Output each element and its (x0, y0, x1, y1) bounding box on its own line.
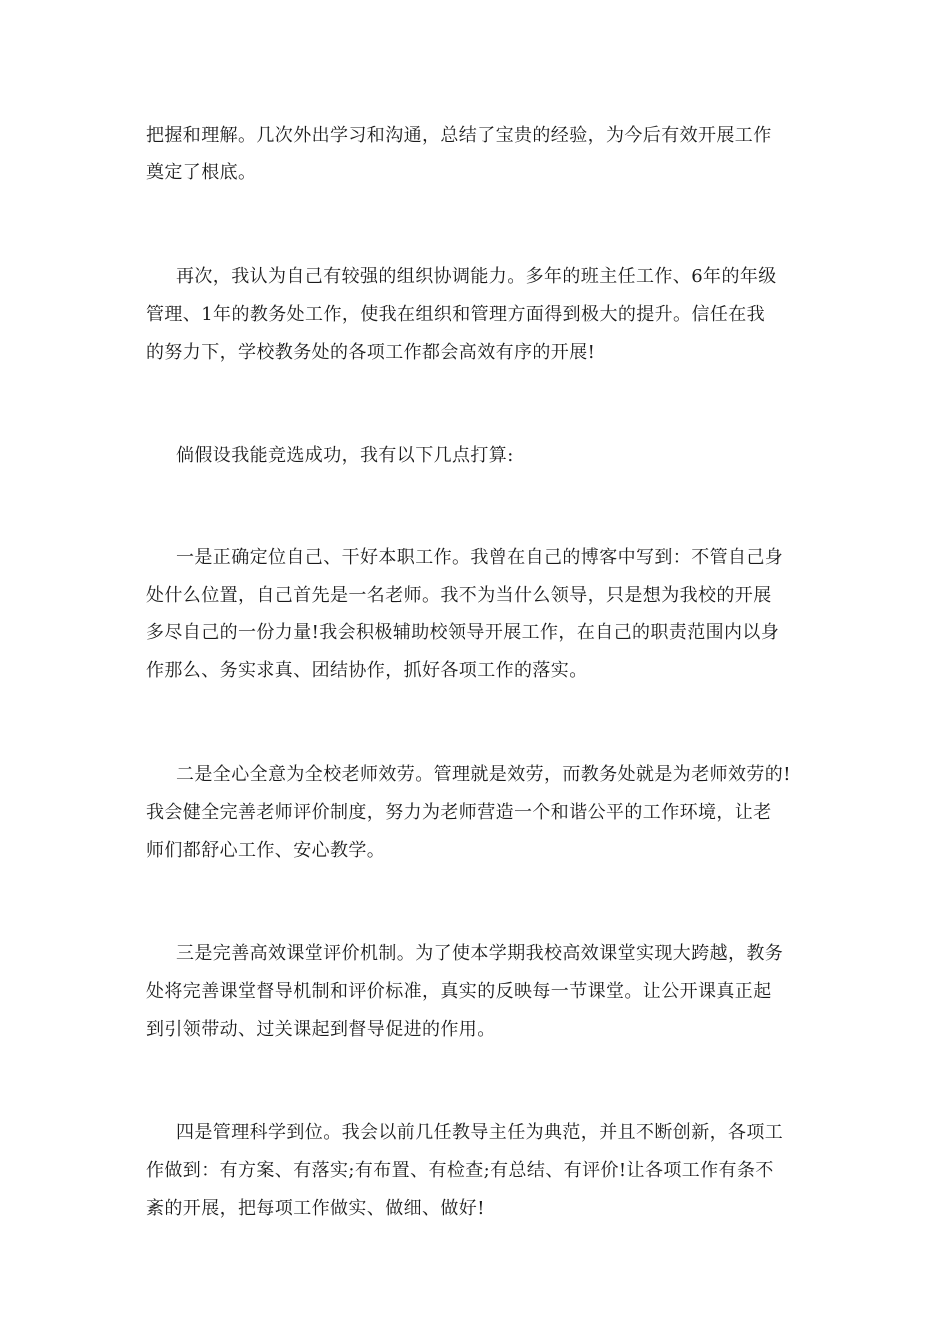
text-line: 奠定了根底。 (146, 162, 257, 183)
text-line: 多尽自己的一份力量!我会积极辅助校领导开展工作，在自己的职责范围内以身 (146, 622, 780, 643)
text-line: 我会健全完善老师评价制度，努力为老师营造一个和谐公平的工作环境，让老 (146, 802, 772, 823)
text-line: 作做到：有方案、有落实;有布置、有检查;有总结、有评价!让各项工作有条不 (146, 1160, 774, 1181)
text-line: 再次，我认为自己有较强的组织协调能力。多年的班主任工作、6年的年级 (176, 266, 777, 287)
text-line: 二是全心全意为全校老师效劳。管理就是效劳，而教务处就是为老师效劳的! (176, 764, 791, 785)
text-line: 的努力下，学校教务处的各项工作都会高效有序的开展! (146, 342, 596, 363)
text-line: 到引领带动、过关课起到督导促进的作用。 (146, 1019, 496, 1040)
text-line: 作那么、务实求真、团结协作，抓好各项工作的落实。 (146, 660, 588, 681)
text-line: 处什么位置，自己首先是一名老师。我不为当什么领导，只是想为我校的开展 (146, 585, 772, 606)
text-line: 处将完善课堂督导机制和评价标准，真实的反映每一节课堂。让公开课真正起 (146, 981, 772, 1002)
text-line: 紊的开展，把每项工作做实、做细、做好! (146, 1198, 485, 1219)
text-line: 把握和理解。几次外出学习和沟通，总结了宝贵的经验，为今后有效开展工作 (146, 125, 772, 146)
text-line: 一是正确定位自己、干好本职工作。我曾在自己的博客中写到：不管自己身 (176, 547, 784, 568)
text-line: 管理、1年的教务处工作，使我在组织和管理方面得到极大的提升。信任在我 (146, 304, 766, 325)
text-line: 三是完善高效课堂评价机制。为了使本学期我校高效课堂实现大跨越，教务 (176, 943, 784, 964)
text-line: 四是管理科学到位。我会以前几任教导主任为典范，并且不断创新，各项工 (176, 1122, 784, 1143)
text-line: 师们都舒心工作、安心教学。 (146, 840, 386, 861)
text-line: 倘假设我能竞选成功，我有以下几点打算: (176, 445, 514, 466)
